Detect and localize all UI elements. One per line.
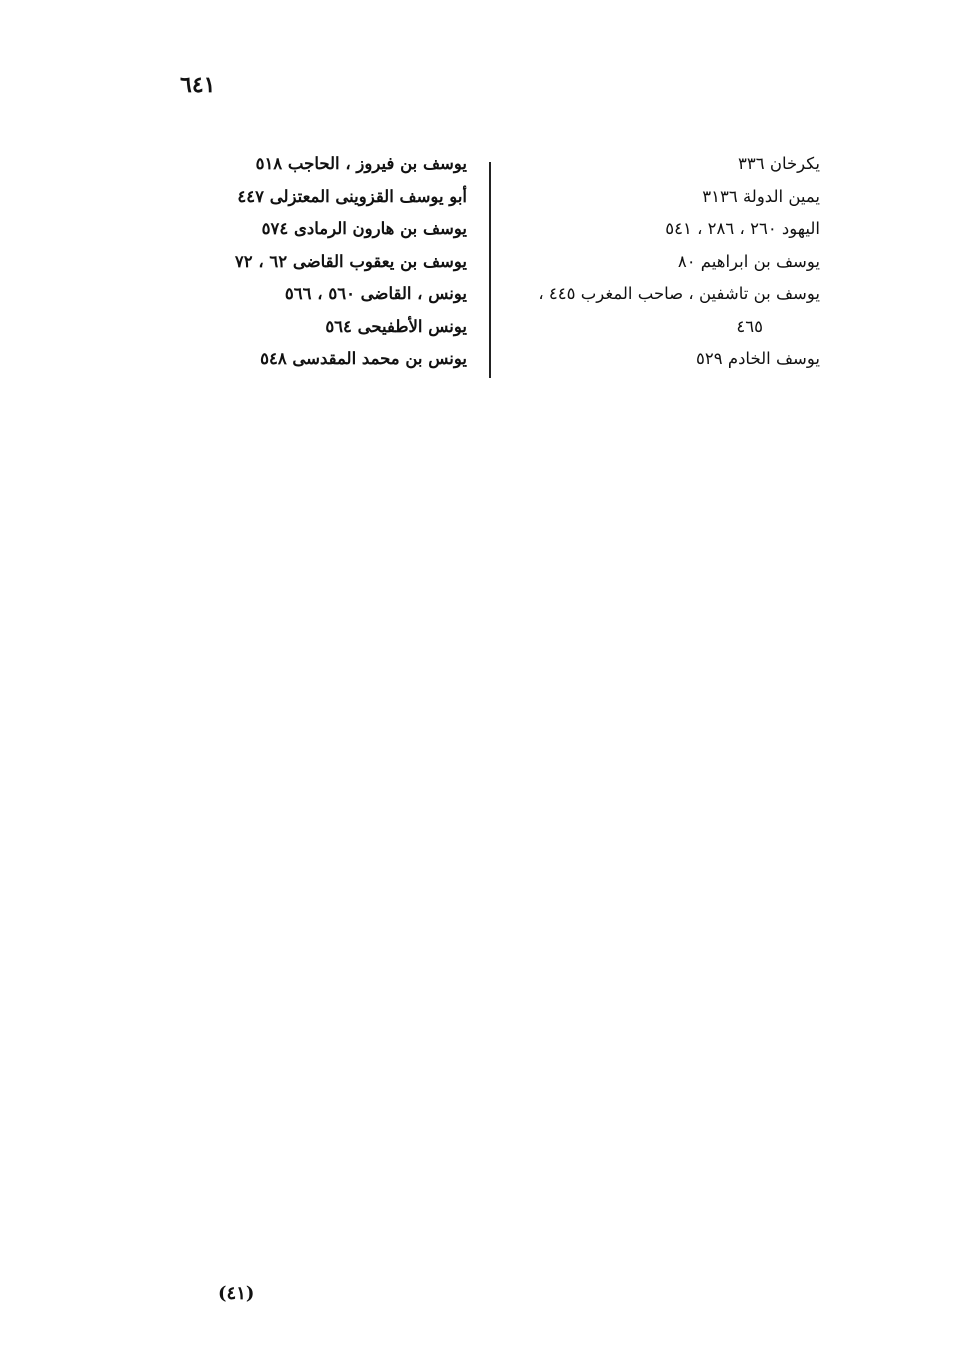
index-entry: أبو يوسف القزوينى المعتزلى ٤٤٧ xyxy=(237,186,467,206)
index-column-right xyxy=(490,148,820,376)
index-entry: يوسف بن فيروز ، الحاجب ٥١٨ xyxy=(255,154,467,173)
index-entry: يوسف الخادم ٥٢٩ xyxy=(696,349,820,368)
signature-mark: (٤١) xyxy=(218,1283,255,1304)
index-entry: يونس الأطفيحى ٥٦٤ xyxy=(325,316,467,336)
index-entry: يونس ، القاضى ٥٦٠ ، ٥٦٦ xyxy=(284,284,467,303)
index-column-left xyxy=(197,148,467,376)
page-number: ٦٤١ xyxy=(180,72,216,98)
index-entry: يونس بن محمد المقدسى ٥٤٨ xyxy=(260,349,467,368)
index-entry: يوسف بن تاشفين ، صاحب المغرب ٤٤٥ ، xyxy=(538,284,820,303)
index-entry: يكرخان ٣٣٦ xyxy=(738,154,820,173)
index-entry: يوسف بن يعقوب القاضى ٦٢ ، ٧٢ xyxy=(234,251,467,271)
index-entry: اليهود ٢٦٠ ، ٢٨٦ ، ٥٤١ xyxy=(665,219,820,238)
index-entry: يوسف بن هارون الرمادى ٥٧٤ xyxy=(261,219,467,238)
column-divider xyxy=(489,162,491,378)
index-entry-continuation: ٤٦٥ xyxy=(736,316,763,336)
index-entry: يمين الدولة ٣١٣٦ xyxy=(702,186,820,206)
index-entry: يوسف بن ابراهيم ٨٠ xyxy=(677,251,820,271)
